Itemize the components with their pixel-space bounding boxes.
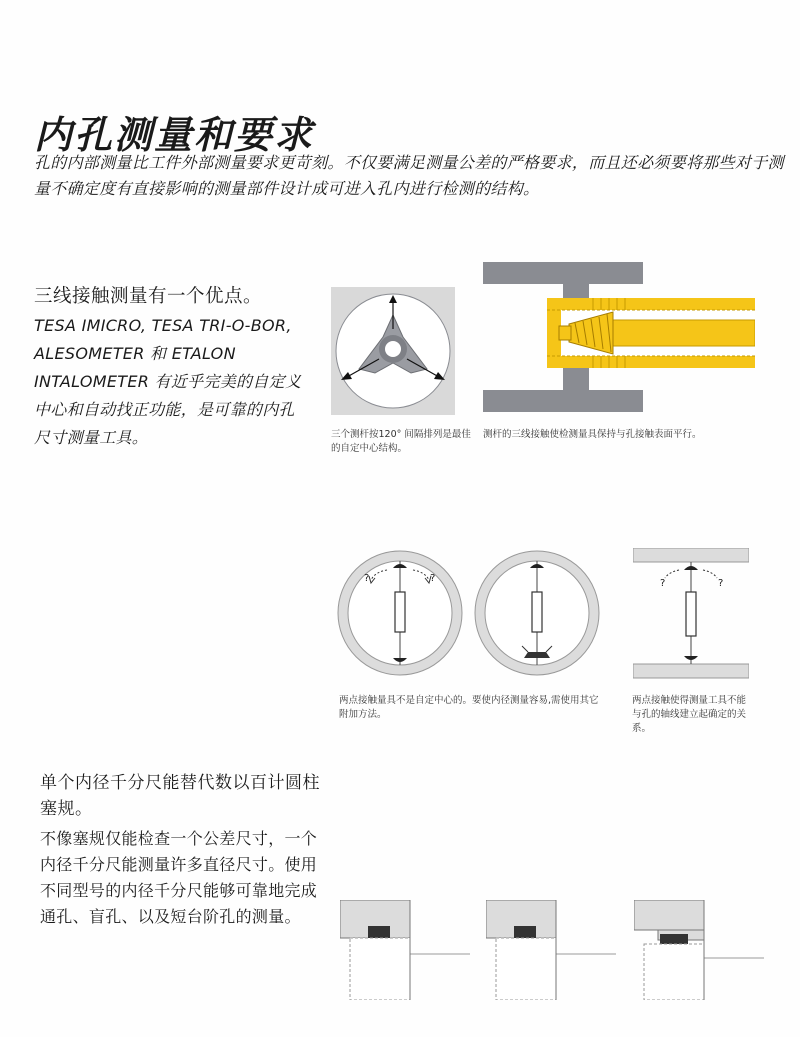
step-hole-figure — [634, 900, 764, 1000]
question-mark: ? — [364, 573, 370, 584]
through-hole-figure — [340, 900, 470, 1000]
two-point-circle-figure-1 — [335, 548, 465, 678]
three-point-figure — [331, 287, 455, 415]
two-point-parallel-figure — [633, 548, 749, 680]
blind-hole-figure — [486, 900, 616, 1000]
question-mark: ? — [430, 573, 436, 584]
section-body: 不像塞规仅能检查一个公差尺寸，一个内径千分尺能测量许多直径尺寸。使用不同型号的内径千分尺能够可靠地完成通孔、盲孔、以及短台阶孔的测量。 — [40, 829, 318, 926]
page-title: 内孔测量和要求 — [34, 113, 315, 157]
figure-caption: 测杆的三线接触使检测量具保持与孔接触表面平行。 — [483, 429, 702, 440]
section-body: TESA IMICRO, TESA TRI-O-BOR, ALESOMETER 和 ETALON INTALOMETER 有近乎完美的自定义中心和自动找正功能，是可靠的内孔尺寸测量工具。 — [34, 316, 302, 447]
two-point-circle-figure-2 — [472, 548, 602, 678]
question-mark: ? — [718, 578, 724, 589]
figure-caption: 两点接触量具不是自定中心的。要使内径测量容易,需使用其它附加方法。 — [339, 695, 599, 720]
intro-paragraph: 孔的内部测量比工件外部测量要求更苛刻。不仅要满足测量公差的严格要求，而且还必须要将那些对于测量不确定度有直接影响的测量部件设计成可进入孔内进行检测的结构。 — [34, 153, 784, 198]
section-lead: 三线接触测量有一个优点。 — [34, 286, 263, 307]
section-three-point — [34, 282, 309, 452]
figure-caption: 三个测杆按120° 间隔排列是最佳的自定中心结构。 — [331, 429, 471, 454]
figure-caption: 两点接触使得测量工具不能与孔的轴线建立起确定的关系。 — [632, 695, 747, 734]
bore-gauge-figure — [483, 262, 755, 412]
section-micrometer — [40, 770, 322, 930]
section-lead: 单个内径千分尺能替代数以百计圆柱塞规。 — [40, 773, 320, 819]
question-mark: ? — [660, 578, 666, 589]
